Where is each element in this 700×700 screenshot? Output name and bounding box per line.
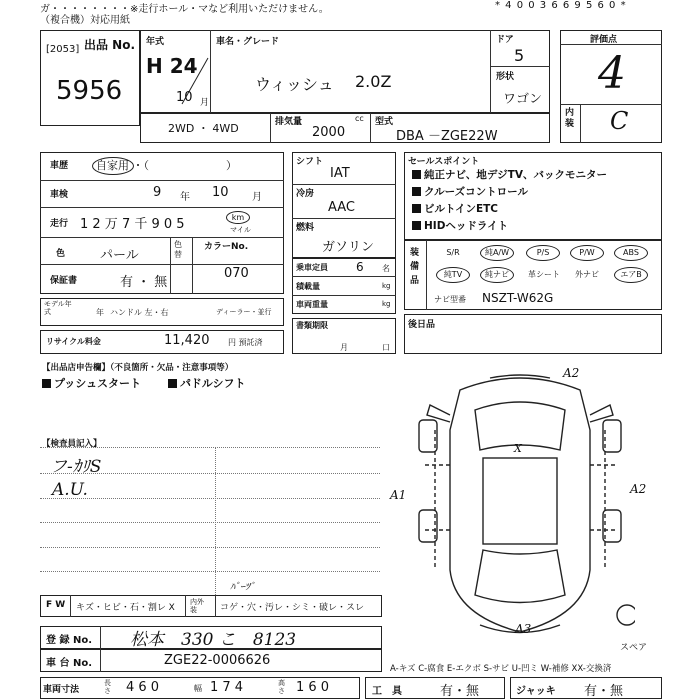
- lot-number: 5956: [56, 76, 123, 106]
- interior-value: C: [610, 107, 629, 135]
- equip-pw: P/W: [570, 245, 604, 261]
- mark-a2-top: A2: [563, 366, 580, 380]
- model-label: 車名・グレード: [216, 37, 280, 47]
- warranty-value: 有 ・ 無: [120, 275, 168, 290]
- equip-airbag: エアB: [614, 267, 648, 283]
- dimensions-label: 車両寸法: [43, 685, 80, 695]
- registration-value: 松本 330 こ 8123: [130, 630, 297, 650]
- mileage-km-circle: km: [226, 211, 250, 224]
- fuel-value: ガソリン: [322, 240, 375, 255]
- post-date-label: 後日品: [408, 320, 436, 330]
- spare-label: スペア: [620, 643, 648, 653]
- car-damage-diagram: [405, 370, 635, 640]
- recycle-value: 11,420: [164, 333, 210, 348]
- inspector-note-2: A.U.: [52, 480, 88, 500]
- fw-damage-types: キズ・ヒビ・石・割レ X: [76, 603, 175, 613]
- note-item: プッシュスタート: [42, 375, 141, 391]
- dealer-option: ディーラー・並行: [216, 308, 272, 316]
- mileage-label: 走行: [50, 219, 69, 229]
- year-month: 10: [176, 90, 193, 105]
- displacement-unit: cc: [355, 114, 364, 123]
- drive-value: 2WD ・ 4WD: [168, 122, 239, 135]
- interior-damage-types: コゲ・穴・汚レ・シミ・破レ・スレ: [220, 603, 365, 613]
- ac-label: 冷房: [296, 189, 315, 199]
- length-label: 長さ: [104, 679, 111, 695]
- inspector-note-1: フ-ｶﾘS: [50, 457, 102, 477]
- recycle-label: リサイクル料金: [46, 337, 101, 346]
- jack-label: ジャッキ: [516, 686, 556, 697]
- equip-sr: S/R: [446, 248, 460, 257]
- displacement-label: 排気量: [275, 117, 303, 127]
- year-label: 年式: [146, 37, 165, 47]
- score-value: 4: [598, 48, 626, 99]
- shape-value: ワゴン: [503, 92, 543, 107]
- year-month-unit: 月: [200, 98, 210, 108]
- doors-label: ドア: [496, 35, 514, 45]
- width-value: 1 7 4: [210, 680, 244, 695]
- docs-label: 書類期限: [296, 321, 328, 330]
- mileage-mile-unit: マイル: [230, 226, 251, 234]
- warranty-label: 保証書: [50, 276, 78, 286]
- equip-abs: ABS: [614, 245, 648, 261]
- sales-point-item: HIDヘッドライト: [412, 218, 508, 233]
- model-code-label: 型式: [375, 117, 394, 127]
- handle-option: ハンドル 左・右: [110, 308, 169, 317]
- history-value: 自家用 ・（ ）: [96, 159, 237, 172]
- registration-label: 登 録 No.: [46, 635, 93, 646]
- load-label: 積載量: [296, 282, 320, 291]
- equip-alloy-wheel: 純A/W: [480, 245, 514, 261]
- barcode-number: * 4 0 0 3 6 6 9 5 6 0 *: [495, 0, 627, 11]
- height-label: 高さ: [278, 679, 285, 695]
- fw-label: F W: [46, 600, 66, 610]
- recycle-suffix: 円 預託済: [228, 338, 263, 347]
- doors-value: 5: [514, 46, 525, 65]
- history-label: 車歴: [50, 161, 69, 171]
- score-label: 評価点: [590, 35, 618, 45]
- equip-ps: P/S: [526, 245, 560, 261]
- post-date-box: [404, 314, 662, 354]
- header-top-line: ガ・・・・・・・・※走行ホール・マなど利用いただけません。: [40, 4, 329, 15]
- displacement-value: 2000: [312, 125, 346, 140]
- model-name: ウィッシュ: [255, 75, 334, 94]
- weight-label: 車両重量: [296, 300, 328, 309]
- sales-points-label: セールスポイント: [408, 157, 480, 167]
- inspection-label: 車検: [50, 190, 69, 200]
- color-no-value: 070: [224, 266, 249, 281]
- year-era: H 24: [146, 54, 198, 78]
- damage-legend: A-キズ C-腐食 E-エクボ S-サビ U-凹ミ W-補修 XX-交換済: [390, 664, 612, 674]
- shift-label: シフト: [296, 157, 324, 167]
- color-swap-label: 色替: [174, 240, 182, 259]
- color-label: 色: [56, 249, 66, 259]
- inspection-year: 9: [153, 185, 162, 200]
- notes-header: 【出品店申告欄】（不良箇所・欠品・注意事項等）: [42, 363, 234, 373]
- inspection-year-unit: 年: [180, 192, 190, 203]
- nav-model-label: ナビ型番: [434, 295, 466, 304]
- nav-model-value: NSZT-W62G: [482, 291, 554, 305]
- seats-label: 乗車定員: [296, 263, 328, 272]
- sales-point-item: クルーズコントロール: [412, 184, 528, 199]
- mark-a2-right: A2: [630, 482, 647, 496]
- damage-handwritten: ﾊﾟｰﾂﾞ: [230, 582, 255, 593]
- mileage-value: 1 2 万 7 千 9 0 5: [80, 217, 185, 232]
- model-year-label: モデル年式: [44, 300, 72, 316]
- chassis-label: 車 台 No.: [46, 658, 93, 669]
- mark-a1-left: A1: [390, 488, 407, 502]
- shift-value: IAT: [330, 166, 350, 181]
- height-value: 1 6 0: [296, 680, 330, 695]
- inspection-month-unit: 月: [252, 192, 262, 203]
- docs-month-unit: 月: [340, 343, 348, 352]
- model-year-unit: 年: [96, 308, 104, 317]
- inspector-header: 【検査員記入】: [42, 439, 102, 449]
- seats-unit: 名: [382, 264, 390, 273]
- seats-value: 6: [356, 260, 364, 274]
- note-item: パドルシフト: [168, 375, 246, 391]
- mark-a3-bottom: A3: [515, 622, 532, 636]
- interior-label: 内装: [565, 108, 575, 129]
- shape-label: 形状: [496, 72, 515, 82]
- width-label: 幅: [194, 684, 202, 693]
- sales-point-item: 純正ナビ、地デジTV、バックモニター: [412, 167, 607, 182]
- ac-value: AAC: [328, 200, 355, 215]
- mark-x: X: [514, 442, 522, 455]
- color-no-label: カラーNo.: [204, 242, 249, 252]
- color-value: パール: [100, 248, 139, 263]
- model-code-value: DBA －ZGE22W: [396, 129, 498, 144]
- weight-unit: kg: [382, 300, 391, 308]
- load-unit: kg: [382, 282, 391, 290]
- equip-ext-nav: 外ナビ: [575, 270, 599, 279]
- length-value: 4 6 0: [126, 680, 160, 695]
- equip-tv: 純TV: [436, 267, 470, 283]
- lot-session: [2053]: [46, 44, 80, 55]
- header-subtitle: （複合機）対応用紙: [40, 15, 130, 26]
- fuel-label: 燃料: [296, 223, 315, 233]
- sales-point-item: ビルトインETC: [412, 201, 498, 216]
- equip-leather: 革シート: [528, 270, 560, 279]
- tools-value: 有・無: [440, 684, 480, 699]
- equip-nav: 純ナビ: [480, 267, 514, 283]
- jack-value: 有・無: [584, 684, 624, 699]
- tools-label: 工 具: [372, 686, 402, 697]
- interior-exterior-label: 内外装: [190, 598, 204, 614]
- inspection-month: 10: [212, 185, 229, 200]
- model-grade: 2.0Z: [355, 72, 392, 91]
- docs-check: 口: [382, 343, 390, 352]
- chassis-value: ZGE22-0006626: [164, 653, 271, 668]
- lot-label: 出品 No.: [84, 38, 136, 52]
- equipment-label: 装備品: [410, 248, 420, 286]
